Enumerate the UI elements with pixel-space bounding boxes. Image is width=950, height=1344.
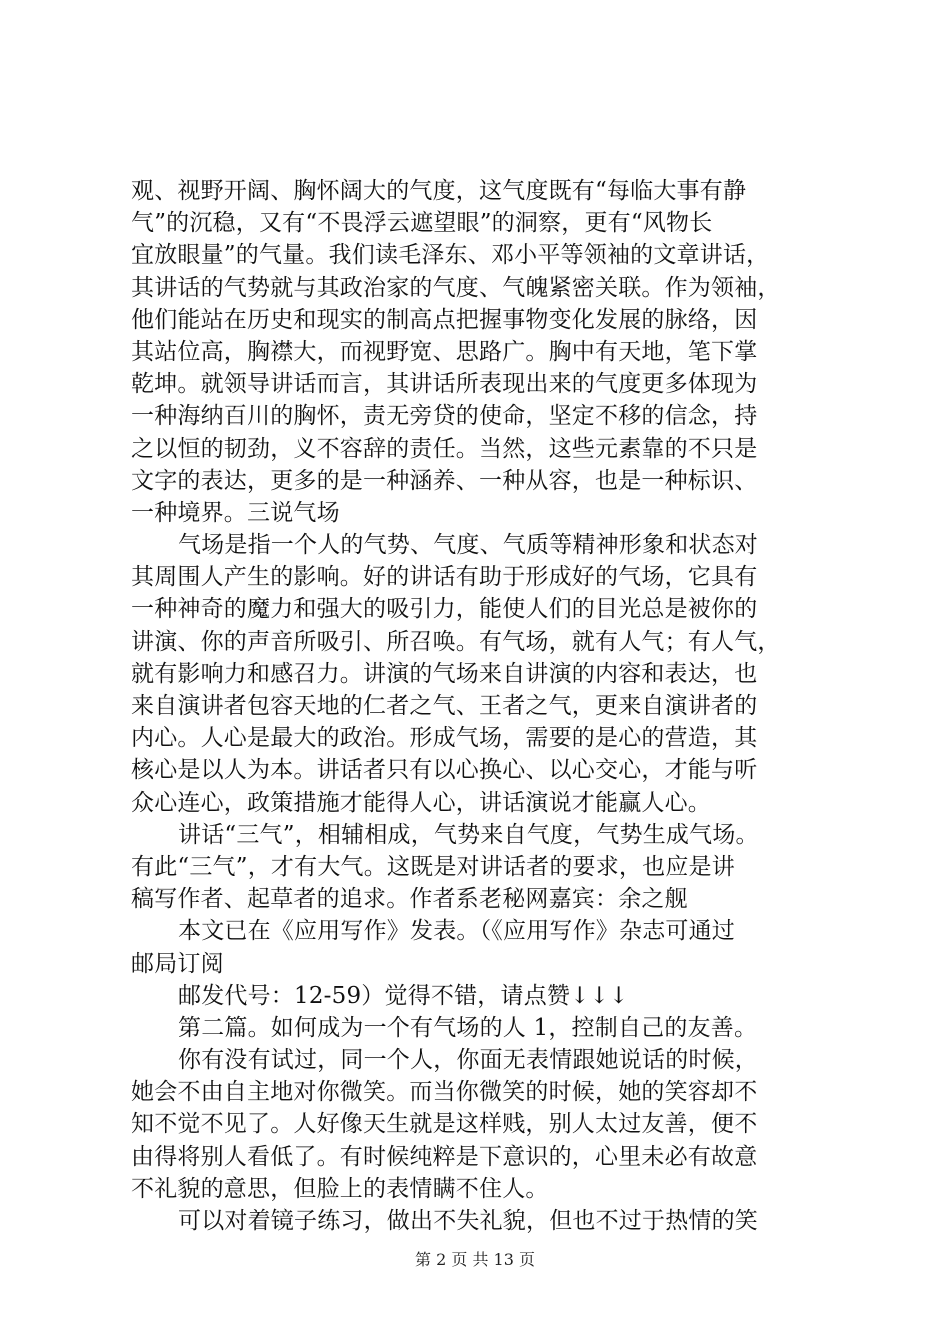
text-line: 一种境界。三说气场 xyxy=(131,499,340,526)
text-line: 核心是以人为本。讲话者只有以心换心、以心交心，才能与听 xyxy=(131,757,758,784)
text-line: 一种海纳百川的胸怀，责无旁贷的使命，坚定不移的信念，持 xyxy=(131,403,758,430)
text-line: 由得将别人看低了。有时候纯粹是下意识的，心里未必有故意 xyxy=(131,1143,758,1170)
text-line: 讲话“三气”，相辅相成，气势来自气度，气势生成气场。 xyxy=(178,821,759,848)
text-line: 内心。人心是最大的政治。形成气场，需要的是心的营造，其 xyxy=(131,725,758,752)
text-line: 知不觉不见了。人好像天生就是这样贱，别人太过友善，便不 xyxy=(131,1111,758,1138)
text-line: 众心连心，政策措施才能得人心，讲话演说才能赢人心。 xyxy=(131,789,711,816)
text-line: 观、视野开阔、胸怀阔大的气度，这气度既有“每临大事有静 xyxy=(131,178,747,204)
text-line: 你有没有试过，同一个人，你面无表情跟她说话的时候， xyxy=(178,1047,758,1074)
text-line: 来自演讲者包容天地的仁者之气、王者之气，更来自演讲者的 xyxy=(131,693,758,719)
text-line: 可以对着镜子练习，做出不失礼貌，但也不过于热情的笑 xyxy=(178,1208,758,1234)
text-line: 稿写作者、起草者的追求。作者系老秘网嘉宾：余之舰 xyxy=(131,886,688,913)
body-text xyxy=(131,175,831,1237)
text-line: 乾坤。就领导讲话而言，其讲话所表现出来的气度更多体现为 xyxy=(131,371,758,398)
text-line: 他们能站在历史和现实的制高点把握事物变化发展的脉络，因 xyxy=(131,306,758,333)
text-line: 一种神奇的魔力和强大的吸引力，能使人们的目光总是被你的 xyxy=(131,596,758,623)
text-line: 第二篇。如何成为一个有气场的人 1，控制自己的友善。 xyxy=(178,1014,758,1041)
text-line: 之以恒的韧劲，义不容辞的责任。当然，这些元素靠的不只是 xyxy=(131,435,758,462)
text-line: 邮局订阅 xyxy=(131,950,224,977)
text-line: 其站位高，胸襟大，而视野宽、思路广。胸中有天地，笔下掌 xyxy=(131,338,758,365)
page-footer: 第 2 页 共 13 页 xyxy=(415,1250,535,1269)
text-line: 本文已在《应用写作》发表。（《应用写作》杂志可通过 xyxy=(178,918,735,945)
text-line: 就有影响力和感召力。讲演的气场来自讲演的内容和表达，也 xyxy=(131,660,758,687)
text-line: 有此“三气”，才有大气。这既是对讲话者的要求，也应是讲 xyxy=(131,853,735,880)
text-line: 她会不由自主地对你微笑。而当你微笑的时候，她的笑容却不 xyxy=(131,1079,758,1106)
text-line: 邮发代号：12-59）觉得不错，请点赞↓↓↓ xyxy=(178,982,629,1009)
text-line: 其周围人产生的影响。好的讲话有助于形成好的气场，它具有 xyxy=(131,564,758,591)
text-line: 宜放眼量”的气量。我们读毛泽东、邓小平等领袖的文章讲话， xyxy=(131,242,770,269)
text-line: 不礼貌的意思，但脸上的表情瞒不住人。 xyxy=(131,1175,549,1202)
text-line: 文字的表达，更多的是一种涵养、一种从容，也是一种标识、 xyxy=(131,467,758,494)
text-line: 气场是指一个人的气势、气度、气质等精神形象和状态对 xyxy=(178,532,758,559)
text-line: 气”的沉稳，又有“不畏浮云遮望眼”的洞察，更有“风物长 xyxy=(131,210,713,237)
text-line: 其讲话的气势就与其政治家的气度、气魄紧密关联。作为领袖， xyxy=(131,274,781,301)
text-line: 讲演、你的声音所吸引、所召唤。有气场，就有人气；有人气， xyxy=(131,628,781,655)
